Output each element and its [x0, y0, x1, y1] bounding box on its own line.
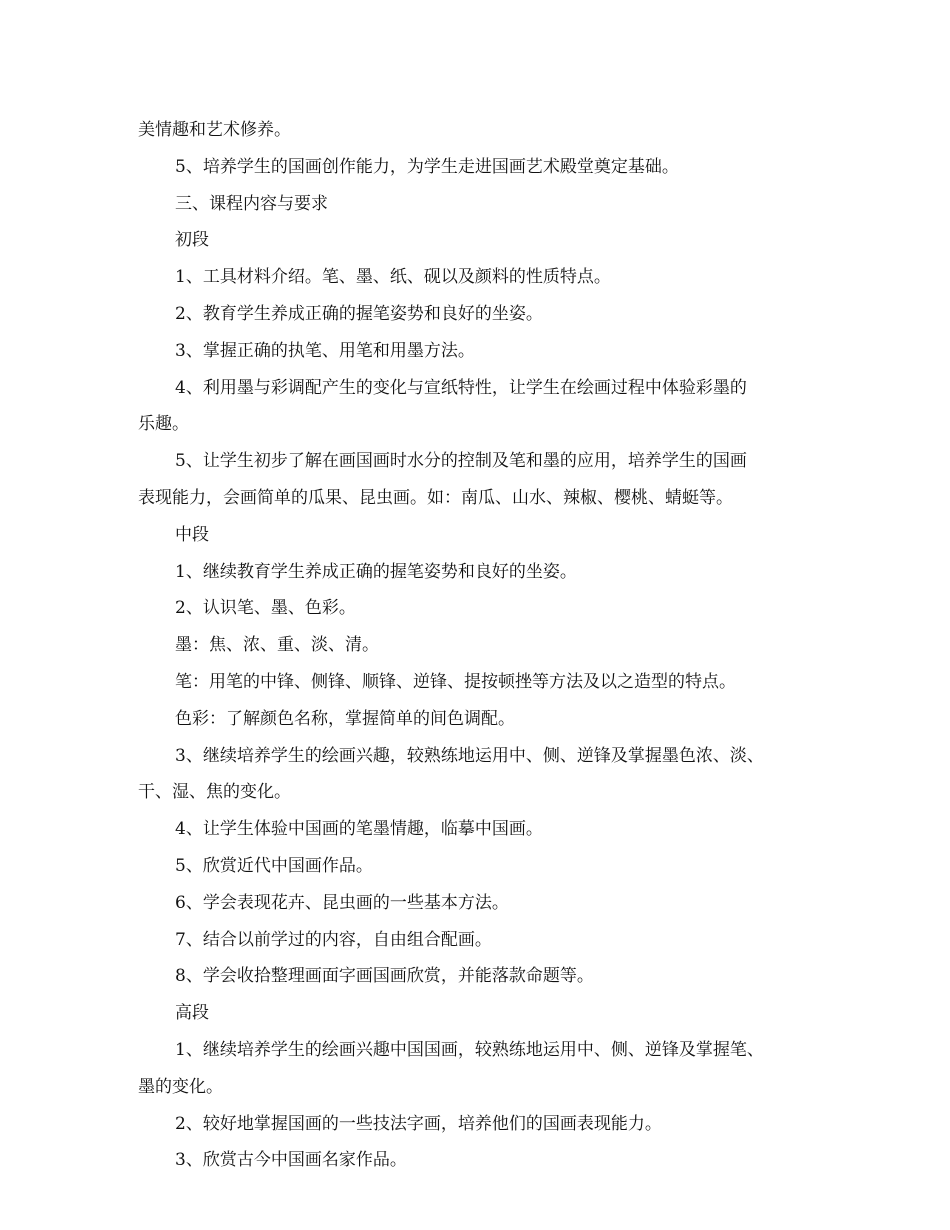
paragraph-line: 4、让学生体验中国画的笔墨情趣，临摹中国画。 — [175, 819, 543, 840]
paragraph-line: 干、湿、焦的变化。 — [138, 782, 291, 803]
paragraph-line: 3、掌握正确的执笔、用笔和用墨方法。 — [175, 340, 475, 361]
paragraph-line: 2、较好地掌握国画的一些技法字画，培养他们的国画表现能力。 — [175, 1113, 662, 1134]
paragraph-line: 5、欣赏近代中国画作品。 — [175, 855, 373, 876]
paragraph-line: 5、让学生初步了解在画国画时水分的控制及笔和墨的应用，培养学生的国画 — [175, 451, 747, 472]
paragraph-line: 1、继续培养学生的绘画兴趣中国国画，较熟练地运用中、侧、逆锋及掌握笔、 — [175, 1039, 764, 1060]
paragraph-line: 1、继续教育学生养成正确的握笔姿势和良好的坐姿。 — [175, 561, 577, 582]
paragraph-line: 8、学会收拾整理画面字画国画欣赏，并能落款命题等。 — [175, 966, 594, 987]
section-heading: 中段 — [175, 524, 209, 545]
document-body — [138, 112, 828, 1179]
paragraph-line: 6、学会表现花卉、昆虫画的一些基本方法。 — [175, 892, 509, 913]
paragraph-line: 7、结合以前学过的内容，自由组合配画。 — [175, 929, 492, 950]
paragraph-line: 5、培养学生的国画创作能力，为学生走进国画艺术殿堂奠定基础。 — [175, 156, 679, 177]
paragraph-line: 2、教育学生养成正确的握笔姿势和良好的坐姿。 — [175, 303, 543, 324]
paragraph-line: 三、课程内容与要求 — [175, 193, 328, 214]
paragraph-line: 3、欣赏古今中国画名家作品。 — [175, 1150, 407, 1171]
paragraph-line: 笔：用笔的中锋、侧锋、顺锋、逆锋、提按顿挫等方法及以之造型的特点。 — [175, 671, 736, 692]
paragraph-line: 墨的变化。 — [138, 1076, 223, 1097]
paragraph-line: 2、认识笔、墨、色彩。 — [175, 598, 356, 619]
paragraph-line: 色彩：了解颜色名称，掌握简单的间色调配。 — [175, 708, 515, 729]
paragraph-line: 4、利用墨与彩调配产生的变化与宣纸特性，让学生在绘画过程中体验彩墨的 — [175, 377, 747, 398]
section-heading: 初段 — [175, 230, 209, 251]
paragraph-line: 表现能力，会画简单的瓜果、昆虫画。如：南瓜、山水、辣椒、樱桃、蜻蜓等。 — [138, 487, 733, 508]
paragraph-line: 墨：焦、浓、重、淡、清。 — [175, 635, 379, 656]
paragraph-line: 1、工具材料介绍。笔、墨、纸、砚以及颜料的性质特点。 — [175, 267, 611, 288]
paragraph-line: 3、继续培养学生的绘画兴趣，较熟练地运用中、侧、逆锋及掌握墨色浓、淡、 — [175, 745, 764, 766]
section-heading: 高段 — [175, 1003, 209, 1024]
paragraph-line: 乐趣。 — [138, 414, 189, 435]
paragraph-line: 美情趣和艺术修养。 — [138, 120, 291, 140]
